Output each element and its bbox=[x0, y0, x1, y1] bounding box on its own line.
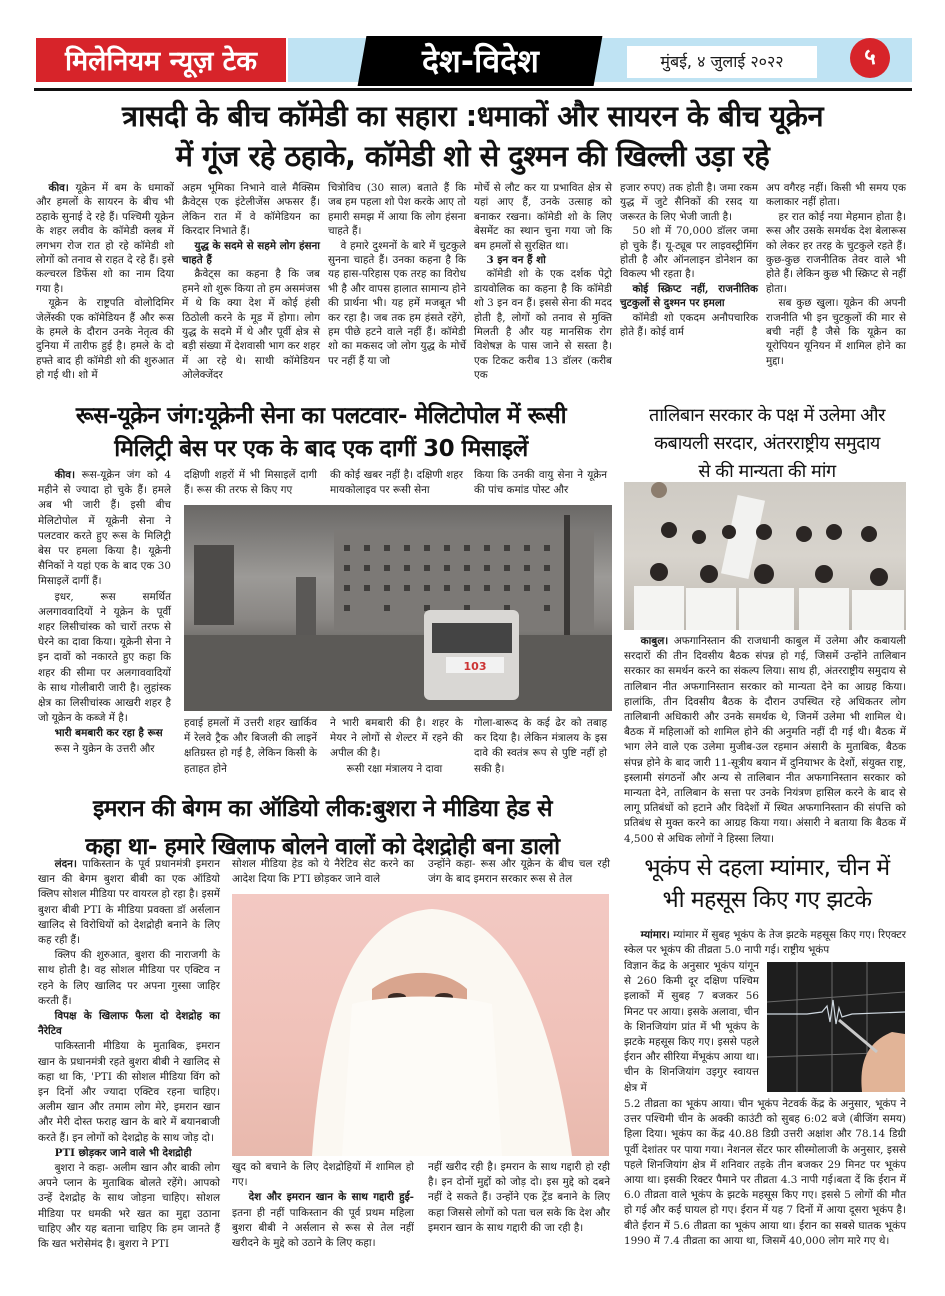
story1-col3-text: चित्रोविच (30 साल) बताते हैं कि जब हम पहला शो पेश करके आए तो हमारी समझ में आया कि लोग हंसना चाहते हैं। bbox=[328, 182, 466, 238]
story5-lead bbox=[624, 928, 906, 959]
page-number: ५ bbox=[850, 38, 890, 78]
story4-bottom-col3: नहीं खरीद रही है। इमरान के साथ गद्दारी हो रही है। इन दोनों मुद्दों को जोड़ दो। इस मुद्दे को दबने नहीं दे सकते हैं। उन्होंने एक ट्रेंड बनाने के लिए कहा जिससे लोगों को पता चल सके कि देश और इमरान खान के साथ गद्दारी की जा रही है। bbox=[428, 1161, 610, 1234]
story4-col1-subhead2: PTI छोड़कर जाने वाले भी देशद्रोही bbox=[54, 1146, 192, 1159]
story1-headline bbox=[30, 96, 915, 176]
story1-col6-para3: सब कुछ खुला। यूक्रेन की अपनी राजनीति भी इन चुटकुलों की मार से बची नहीं है जैसे कि यूक्रेन का यूरोपियन यूनियन में शामिल होने का मुद्दा। bbox=[766, 297, 906, 367]
story2-col1-para3: रूस ने युक्रेन के उत्तरी और bbox=[54, 742, 155, 755]
story4-col1-subhead: विपक्ष के खिलाफ फैला दो देशद्रोह का नैरेटिव bbox=[38, 1010, 220, 1038]
story3-headline-line2: कबायली सरदार, अंतरराष्ट्रीय समुदाय bbox=[654, 433, 880, 454]
story1-column-2 bbox=[182, 181, 320, 395]
story4-top-col2: सोशल मीडिया हेड को ये नैरेटिव सेट करने का आदेश दिया कि PTI छोड़कर जाने वाले bbox=[232, 858, 414, 886]
story3-headline-line3: से की मान्यता की मांग bbox=[698, 461, 836, 482]
story1-col4-subhead: 3 इन वन हैं शो bbox=[486, 254, 546, 267]
story4-bottom2-subhead: देश और इमरान खान के साथ गद्दारी हुई- bbox=[248, 1191, 414, 1204]
story4-col1-para3: पाकिस्तानी मीडिया के मुताबिक, इमरान खान के प्रधानमंत्री रहते बुशरा बीबी ने खालिद से कहा था कि, 'PTI की सोशल मीडिया विंग को इन दिनों और ज्यादा एक्टिव रहना चाहिए। अलीम खान और तमाम लोग मेरे, इमरान खान और मेरी दोस्त फराह खान के बारे में बयानबाजी करते हैं। इन लोगों को देशद्रोह के साथ जोड़ दो। bbox=[38, 1040, 220, 1144]
story1-col5-text: हजार रुपए) तक होती है। जमा रकम युद्ध में जुटे सैनिकों की रसद या जरूरत के लिए भेजी जाती है। bbox=[620, 182, 758, 223]
story2-bottom-col3 bbox=[330, 716, 463, 780]
story1-column-4 bbox=[474, 181, 612, 395]
section-title bbox=[358, 36, 603, 86]
story2-top-col2: दक्षिणी शहरों में भी मिसाइलें दागी हैं। रूस की तरफ से किए गए bbox=[184, 469, 317, 497]
story1-dateline: कीव। bbox=[48, 182, 69, 194]
story1-headline-line1: त्रासदी के बीच कॉमेडी का सहारा :धमाकों और सायरन के बीच यूक्रेन bbox=[121, 99, 824, 133]
story2-top-col3: की कोई खबर नहीं है। दक्षिणी शहर मायकोलाइव पर रूसी सेना bbox=[330, 469, 463, 497]
story1-column-6 bbox=[766, 181, 906, 395]
destroyed-building-photo bbox=[184, 505, 612, 711]
story1-column-1 bbox=[36, 181, 174, 395]
story1-col2-subhead: युद्ध के सदमे से सहमे लोग हंसना चाहते हैं bbox=[182, 239, 320, 267]
story1-col1-text: यूक्रेन में बम के धमाकों और हमलों के सायरन के बीच भी ठहाके सुनाई दे रहे हैं। पश्चिमी यूक्रेन के शहर लवीव के कॉमेडी क्लब में लगभग रोज रात हो रहे कॉमेडी शो लोगों को तनाव से राहत दे रहे हैं। इसे कल्चरल डिफेंस शो का नाम दिया गया है। bbox=[36, 182, 174, 295]
story2-headline bbox=[30, 400, 612, 466]
story2-bottom3-text: ने भारी बमबारी की है। शहर के मेयर ने लोगों से शेल्टर में रहने की अपील की है। bbox=[330, 717, 463, 760]
story1-col2-para2: क्रैवेट्स का कहना है कि जब हमने शो शुरू किया तो हम असमंजस में थे कि क्या देश में कोई हंसी ठिठोली करने के मूड में होगा। लोग युद्ध के सदमे में थे और पूर्वी क्षेत्र से बड़ी संख्या में देशवासी भाग कर शहर में आ रहे थे। साथी कॉमेडियन ओलेक्जेंदर bbox=[182, 268, 320, 382]
story4-bottom2-para2: इतना ही नहीं पाकिस्तान की पूर्व प्रथम महिला बुशरा बीबी ने अर्सलान से रूस से तेल नहीं खरीदने के मुद्दे को उठाने के लिए कहा। bbox=[232, 1206, 414, 1250]
story5-headline bbox=[622, 852, 912, 916]
story4-headline-line1: इमरान की बेगम का ऑडियो लीक:बुशरा ने मीडिया हेड से bbox=[92, 796, 553, 822]
story5-tail: 5.2 तीव्रता का भूकंप आया। चीन भूकंप नेटवर्क केंद्र के अनुसार, भूकंप ने उत्तर पश्चिमी चीन के अक्की काउंटी को सुबह 6:02 बजे (बीजिंग समय) हिला दिया। भूकंप का केंद्र 40.88 डिग्री उत्तरी अक्षांश और 78.14 डिग्री पूर्वी देशांतर पर पाया गया। नेशनल सेंटर फार सीस्मोलाजी के अनुसार, इससे पहले शिनजियांग क्षेत्र में शनिवार तड़के तीन बजकर 29 मिनट पर भूकंप आया था। इसकी रिक्टर पैमाने पर तीव्रता 4.3 नापी गई।बता दें कि ईरान में 6.0 तीव्रता वाले भूकंप के झटके महसूस किए गए। इससे 5 लोगों की मौत हो गई और कई घायल हो गए। ईरान में यह 7 दिनों में आया दूसरा भूकंप है। बीते ईरान में 5.6 तीव्रता का भूकंप आया था। ईरान का सबसे घातक भूकंप 1990 में 7.4 तीव्रता का आया था, जिसमें 40,000 लोग मारे गए थे। bbox=[624, 1098, 906, 1247]
ambulance-number: 103 bbox=[463, 660, 487, 673]
story2-column-1 bbox=[38, 468, 171, 780]
masthead-rule bbox=[34, 88, 912, 91]
story2-col1-text: रूस-यूक्रेन जंग को 4 महीने से ज्यादा हो चुके हैं। हमले अब भी जारी हैं। इसी बीच मेलिटोपोल में यूक्रेनी सेना ने पलटवार करते हुए रूस के मिलिट्री बेस पर हमला किया है। यूक्रेनी सैनिकों ने यहां एक के बाद एक 30 मिसाइलें दागीं हैं। bbox=[38, 469, 171, 588]
story4-col1-para4: बुशरा ने कहा- अलीम खान और बाकी लोग अपने प्लान के मुताबिक बोलते रहेंगे। आपको उन्हें देशद्रोह के साथ जोड़ना चाहिए। सोशल मीडिया पर धमकी भरे खत का मुद्दा उठाना चाहिए और यह बताना चाहिए कि हम जानते हैं कि खत भरोसेमंद है। बुशरा ने PTI bbox=[38, 1162, 220, 1251]
story2-col1-para2: इधर, रूस समर्थित अलगाववादियों ने यूक्रेन के पूर्वी शहर लिसीचांस्क को चारों तरफ से घेरने का दावा किया। यूक्रेनी सेना ने इन दावों को नकारते हुए कहा कि शहर की सीमा पर अलगाववादियों के साथ गोलीबारी जारी है। लुहांस्क क्षेत्र का लिसीचांस्क आखरी शहर है जो यूक्रेन के कब्जे में है। bbox=[38, 590, 171, 725]
story2-bottom3-para2: रूसी रक्षा मंत्रालय ने दावा bbox=[346, 762, 443, 775]
story1-column-3 bbox=[328, 181, 466, 395]
story1-col5-para3: कॉमेडी शो एकदम अनौपचारिक होते हैं। कोई वार्म bbox=[620, 311, 758, 339]
story2-dateline: कीव। bbox=[54, 469, 76, 481]
story1-col6-para2: हर रात कोई नया मेहमान होता है। रूस और उसके समर्थक देश बेलारूस को लेकर हर तरह के चुटकुले रहते हैं। कुछ-कुछ राजनीतिक तेवर वाले भी होते हैं। लेकिन कुछ भी स्क्रिप्ट से नहीं होता। bbox=[766, 210, 906, 295]
story5-headline-line1: भूकंप से दहला म्यांमार, चीन में bbox=[644, 855, 890, 881]
story1-col2-text: अहम भूमिका निभाने वाले मैक्सिम क्रैवेट्स एक इंटेलीजेंस अफसर हैं। लेकिन रात में वे कॉमेडियन का किरदार निभाते हैं। bbox=[182, 182, 320, 238]
story2-bottom-col4: गोला-बारूद के कई ढेर को तबाह कर दिया है। लेकिन मंत्रालय के इस दावे की स्वतंत्र रूप से पुष्टि नहीं हो सकी है। bbox=[474, 717, 607, 775]
seismograph-photo bbox=[767, 962, 905, 1092]
story4-bottom2-text: खुद को बचाने के लिए देशद्रोहियों में शामिल हो गए। bbox=[232, 1161, 414, 1189]
story3-body bbox=[624, 634, 906, 845]
story3-dateline: काबुल। bbox=[640, 635, 669, 647]
story4-top-col3: उन्होंने कहा- रूस और यूक्रेन के बीच चल रही जंग के बाद इमरान सरकार रूस से तेल bbox=[428, 858, 610, 886]
story1-col4-text: मोर्चे से लौट कर या प्रभावित क्षेत्र से यहां आए हैं, उनके उत्साह को बनाकर रखना। कॉमेडी शो के लिए बेसमेंट का स्थान चुना गया जो कि बम हमलों से सुरक्षित था। bbox=[474, 182, 612, 252]
story3-body-text: अफगानिस्तान की राजधानी काबुल में उलेमा और कबायली सरदारों की तीन दिवसीय बैठक संपन्न हो गई, जिसमें उन्होंने तालिबान सरकार का समर्थन करने का संकल्प लिया। साथ ही, अंतरराष्ट्रीय समुदाय से तालिबान नीत अफगानिस्तान सरकार को मान्यता देने का आग्रह किया। हालांकि, तीन दिवसीय बैठक के दौरान उपस्थित रहे अधिकतर लोग तालिबानी अधिकारी और उनके समर्थक थे, जिनमें उलेमा भी शामिल थे। बैठक में महिलाओं को शामिल होने की अनुमति नहीं दी गई थी। बैठक में भाग लेने वाले एक उलेमा मुजीब-उल रहमान अंसारी के मुताबिक, बैठक संपन्न होने के बाद जारी 11-सूत्रीय बयान में दुनियाभर के देशों, संयुक्त राष्ट्र, इस्लामी संगठनों और अन्य से तालिबान नीत अफगानिस्तान सरकार को मान्यता देने, तालिबान के सत्ता पर उनके नियंत्रण हासिल करने के बाद से लागू प्रतिबंधों को हटाने और विदेशों में स्थित अफगानिस्तान की संपत्ति को प्रतिबंध से मुक्त करने का आग्रह किया गया। अंसारी ने बताया कि बैठक में 4,500 से अधिक लोगों ने हिस्सा लिया। bbox=[624, 635, 906, 845]
story2-headline-line1: रूस-यूक्रेन जंग:यूक्रेनी सेना का पलटवार- मेलिटोपोल में रूसी bbox=[75, 403, 567, 429]
story3-headline-line1: तालिबान सरकार के पक्ष में उलेमा और bbox=[649, 405, 885, 426]
taliban-meeting-photo bbox=[624, 482, 906, 630]
story5-dateline: म्यांमार। bbox=[640, 929, 670, 941]
story1-col3-para2: वे हमारे दुश्मनों के बारे में चुटकुले सुनना चाहते हैं। उनका कहना है कि यह हास-परिहास एक तरह का विरोध भी है और वापस हालात सामान्य होने की प्रार्थना भी। यह हमें मजबूत भी कर रहा है। जब तक हम हंसते रहेंगे, हम पीछे हटने वाले नहीं हैं। कॉमेडी शो का मकसद जो लोग युद्ध के मोर्चे पर नहीं हैं या जो bbox=[328, 239, 466, 367]
story1-col6-text: अप वगैरह नहीं। किसी भी समय एक कलाकार नहीं होता। bbox=[766, 182, 906, 209]
story3-headline bbox=[622, 402, 912, 486]
story4-col1-para2: क्लिप की शुरुआत, बुशरा की नाराजगी के साथ होती है। वह सोशल मीडिया पर एक्टिव न रहने के लिए खालिद पर अपना गुस्सा जाहिर करती हैं। bbox=[38, 949, 220, 1007]
story4-col1-text: पाकिस्तान के पूर्व प्रधानमंत्री इमरान खान की बेगम बुशरा बीबी का एक ऑडियो क्लिप सोशल मीडिया पर वायरल हो रहा है। इसमें बुशरा बीबी PTI के मीडिया प्रवक्ता डॉ अर्सलान खालिद से विरोधियों को देशद्रोही बनाने के लिए कह रही हैं। bbox=[38, 858, 220, 947]
story1-col5-para2: 50 शो में 70,000 डॉलर जमा हो चुके हैं। यू-ट्यूब पर लाइवस्ट्रीमिंग होती है और ऑनलाइन डोनेशन का विकल्प भी रहता है। bbox=[620, 225, 758, 281]
seismograph-illustration bbox=[767, 962, 905, 1092]
story1-headline-line2: में गूंज रहे ठहाके, कॉमेडी शो से दुश्मन की खिल्ली उड़ा रहे bbox=[175, 139, 770, 173]
newspaper-brand: मिलेनियम न्यूज़ टेक bbox=[34, 36, 288, 84]
story4-dateline: लंदन। bbox=[54, 858, 77, 870]
story1-col5-subhead: कोई स्क्रिप्ट नहीं, राजनीतिक चुटकुलों से दुश्मन पर हमला bbox=[620, 282, 758, 310]
story4-bottom-col2 bbox=[232, 1160, 414, 1250]
story4-headline-line2: कहा था- हमारे खिलाफ बोलने वालों को देशद्रोही बना डालो bbox=[85, 834, 560, 860]
edition-date: मुंबई, ४ जुलाई २०२२ bbox=[627, 46, 817, 78]
story2-bottom-col2: हवाई हमलों में उत्तरी शहर खार्किव में रेलवे ट्रैक और बिजली की लाइनें क्षतिग्रस्त हो गई है, लेकिन किसी के हताहत होने bbox=[184, 717, 317, 775]
story1-col1-para2: यूक्रेन के राष्ट्रपति वोलोदिमिर जेलेंस्की एक कॉमेडियन हैं और रूस के हमले के दौरान उनके नेतृत्व की दुनिया में तारीफ हुई है। हमले के दो हफ्ते बाद ही कॉमेडी शो की शुरुआत हो गई थी। शो में bbox=[36, 297, 174, 382]
section-title-text: देश-विदेश bbox=[421, 42, 539, 80]
destroyed-building-illustration bbox=[184, 505, 612, 711]
story5-wrap: विज्ञान केंद्र के अनुसार भूकंप यांगून से 260 किमी दूर दक्षिण पश्चिम इलाकों में सुबह 7 बजकर 56 मिनट पर आया। इसके अलावा, चीन के शिनजियांग प्रांत में भी भूकंप के झटके महसूस किए गए। इससे पहले ईरान और सीरिया मेंभूकंप आया था। चीन के शिनजियांग उइगुर स्वायत्त क्षेत्र में bbox=[624, 960, 759, 1094]
story2-headline-line2: मिलिट्री बेस पर एक के बाद एक दागीं 30 मिसाइलें bbox=[114, 436, 528, 462]
story2-top-col4: किया कि उनकी वायु सेना ने यूक्रेन की पांच कमांड पोस्ट और bbox=[474, 469, 607, 497]
story5-headline-line2: भी महसूस किए गए झटके bbox=[662, 887, 872, 913]
story4-column-1 bbox=[38, 857, 220, 1249]
story4-headline bbox=[30, 790, 615, 866]
veiled-woman-illustration bbox=[232, 894, 609, 1156]
story2-col1-subhead: भारी बमबारी कर रहा है रूस bbox=[54, 727, 163, 740]
story1-col4-para2: कॉमेडी शो के एक दर्शक पेट्रो डायवोलिक का कहना है कि कॉमेडी शो 3 इन वन हैं। इससे सेना की मदद होती है, लोगों को तनाव से मुक्ति मिलती है और यह मानसिक रोग विशेषज्ञ के पास जाने से सस्ता है। एक टिकट करीब 13 डॉलर (करीब एक bbox=[474, 268, 612, 382]
story1-column-5 bbox=[620, 181, 758, 395]
bushra-bibi-photo bbox=[232, 894, 609, 1156]
meeting-illustration bbox=[624, 482, 906, 630]
story5-lead-text: म्यांमार में सुबह भूकंप के तेज झटके महसूस किए गए। रिएक्टर स्केल पर भूकंप की तीव्रता 5.0 नापी गई। राष्ट्रीय भूकंप bbox=[624, 929, 906, 957]
